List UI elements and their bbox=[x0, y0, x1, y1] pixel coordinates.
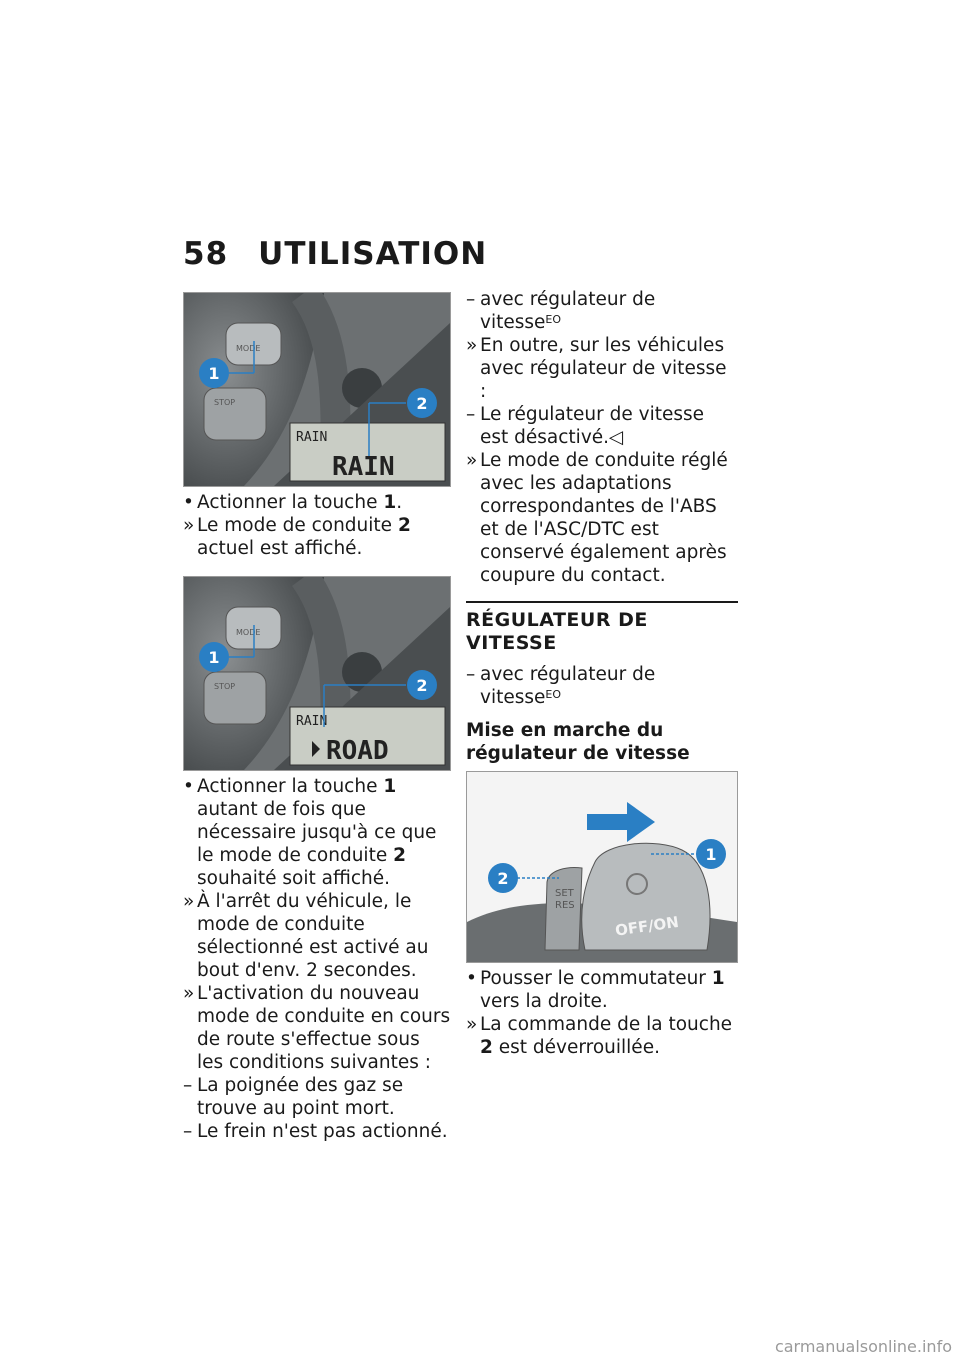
list-item: • Pousser le commutateur 1 vers la droite. bbox=[466, 968, 725, 1012]
svg-text:1: 1 bbox=[705, 845, 717, 864]
figure-mode-button-rain bbox=[183, 292, 451, 487]
end-of-section-icon: ◁ bbox=[609, 427, 624, 448]
figure-mode-button-road bbox=[183, 576, 451, 771]
list-item: • Actionner la touche 1. bbox=[183, 492, 403, 513]
svg-text:1: 1 bbox=[208, 364, 220, 383]
res-label: RES bbox=[555, 900, 575, 911]
section-divider bbox=[466, 601, 738, 603]
mode-key-label: MODE bbox=[236, 628, 261, 637]
display-small-text: RAIN bbox=[296, 430, 328, 445]
list-item: – avec régulateur de vitesse$^{EO}$ bbox=[466, 289, 656, 333]
svg-text:2: 2 bbox=[416, 676, 428, 695]
list-item: – La poignée des gaz se trouve au point mort. bbox=[183, 1075, 404, 1119]
svg-text:2: 2 bbox=[497, 869, 509, 888]
list-item: » À l'arrêt du véhicule, le mode de conduite sélectionné est activé au bout d'env. 2 secondes. bbox=[183, 891, 429, 981]
list-item: » L'activation du nouveau mode de conduite en cours de route s'effectue sous les conditions suivantes : bbox=[183, 983, 451, 1073]
display-big-text: ROAD bbox=[326, 736, 389, 766]
list-item: » En outre, sur les véhicules avec régulateur de vitesse : bbox=[466, 335, 727, 402]
list-item: » La commande de la touche 2 est déverrouillée. bbox=[466, 1014, 733, 1058]
figure-cruise-switch bbox=[466, 771, 738, 963]
stop-key bbox=[204, 388, 266, 440]
list-item: – Le régulateur de vitesse est désactivé.◁ bbox=[466, 404, 705, 448]
instructions-block-2 bbox=[183, 775, 451, 1143]
list-item: – Le frein n'est pas actionné. bbox=[183, 1121, 448, 1142]
left-column bbox=[183, 292, 451, 1143]
stop-key-label: STOP bbox=[214, 682, 236, 691]
instructions-block-1 bbox=[183, 491, 451, 560]
mode-key-label: MODE bbox=[236, 344, 261, 353]
footer-watermark: carmanualsonline.info bbox=[774, 1337, 952, 1356]
svg-text:2: 2 bbox=[416, 394, 428, 413]
set-label: SET bbox=[555, 888, 574, 899]
stop-key-label: STOP bbox=[214, 398, 236, 407]
right-column bbox=[466, 288, 738, 1059]
display-big-text: RAIN bbox=[332, 452, 395, 482]
subheading: Mise en marche du régulateur de vitesse bbox=[466, 720, 690, 764]
display-small-text: RAIN bbox=[296, 714, 328, 729]
list-item: » Le mode de conduite 2 actuel est affiché. bbox=[183, 515, 411, 559]
section-heading: RÉGULATEUR DE VITESSE bbox=[466, 609, 648, 654]
list-item: » Le mode de conduite réglé avec les adaptations correspondantes de l'ABS et de l'ASC/DTC est conservé également après coupure du contact. bbox=[466, 450, 728, 586]
equipment-note: – avec régulateur de vitesse$^{EO}$ bbox=[466, 664, 656, 708]
cruise-instructions bbox=[466, 967, 738, 1059]
page-number: 58 bbox=[183, 236, 229, 272]
page-header bbox=[183, 236, 487, 272]
mode-notes bbox=[466, 288, 738, 587]
list-item: • Actionner la touche 1 autant de fois que nécessaire jusqu'à ce que le mode de conduite 2 souhaité soit affiché. bbox=[183, 776, 437, 889]
section-title: UTILISATION bbox=[258, 236, 488, 272]
svg-text:1: 1 bbox=[208, 648, 220, 667]
off-on-label: OFF/ON bbox=[614, 912, 680, 940]
